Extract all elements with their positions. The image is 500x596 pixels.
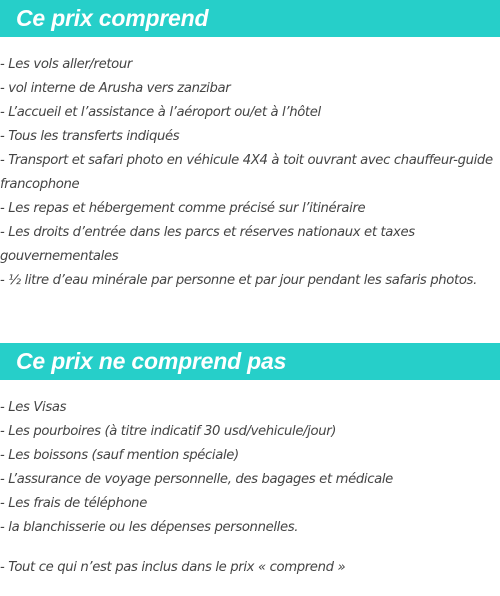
list-item: - Les boissons (sauf mention spéciale) [0, 448, 239, 463]
included-section-header [0, 0, 500, 37]
list-item: - Les repas et hébergement comme précisé sur l’itinéraire [0, 201, 366, 216]
list-item: - Les frais de téléphone [0, 496, 147, 511]
excluded-section-header [0, 343, 500, 380]
list-item: - Les Visas [0, 400, 67, 415]
list-item: - Les vols aller/retour [0, 57, 132, 72]
list-item: - Transport et safari photo en véhicule 4X4 à toit ouvrant avec chauffeur-guide francophone [0, 153, 493, 192]
excluded-note: - Tout ce qui n’est pas inclus dans le prix « comprend » [0, 560, 346, 575]
list-item: - la blanchisserie ou les dépenses personnelles. [0, 520, 299, 535]
list-item: - Les pourboires (à titre indicatif 30 usd/vehicule/jour) [0, 424, 337, 439]
list-item: - L’accueil et l’assistance à l’aéroport ou/et à l’hôtel [0, 105, 321, 120]
list-item: - ½ litre d’eau minérale par personne et par jour pendant les safaris photos. [0, 273, 477, 288]
included-section-title: Ce prix comprend [16, 5, 209, 31]
list-item: - Les droits d’entrée dans les parcs et réserves nationaux et taxes gouvernementales [0, 225, 415, 264]
excluded-list [0, 396, 500, 540]
included-list [0, 53, 500, 293]
list-item: - Tous les transferts indiqués [0, 129, 180, 144]
list-item: - L’assurance de voyage personnelle, des bagages et médicale [0, 472, 393, 487]
list-item: - vol interne de Arusha vers zanzibar [0, 81, 231, 96]
excluded-section-title: Ce prix ne comprend pas [16, 348, 287, 374]
